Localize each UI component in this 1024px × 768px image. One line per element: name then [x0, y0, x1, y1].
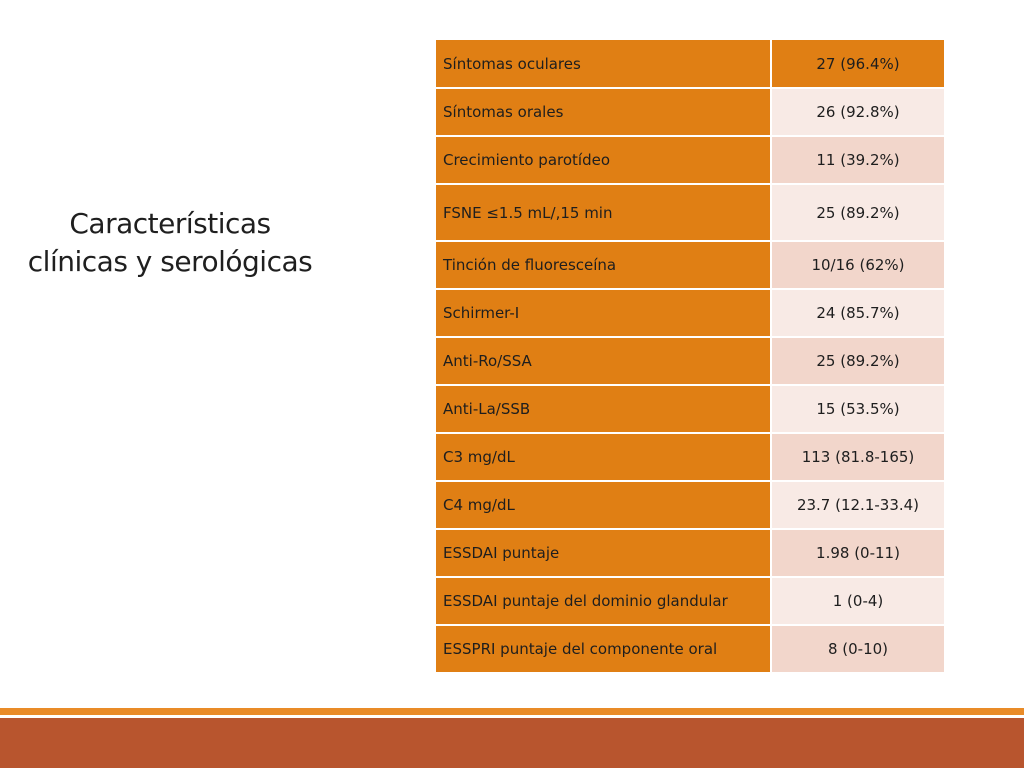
table-row: [436, 338, 944, 386]
row-value: 26 (92.8%): [772, 89, 944, 135]
slide-title-line-2: clínicas y serológicas: [27, 245, 313, 278]
row-value: 15 (53.5%): [772, 386, 944, 432]
row-value: 1.98 (0-11): [772, 530, 944, 576]
row-label: Síntomas orales: [436, 89, 772, 135]
slide-title-line-1: Características: [69, 207, 271, 240]
table-row: [436, 40, 944, 89]
footer-accent-line: [0, 708, 1024, 715]
row-label: ESSDAI puntaje del dominio glandular: [436, 578, 772, 624]
table-row: [436, 434, 944, 482]
table-row: [436, 482, 944, 530]
table-row: [436, 137, 944, 185]
table-row: [436, 89, 944, 137]
row-label: FSNE ≤1.5 mL/,15 min: [436, 185, 772, 240]
row-value: 23.7 (12.1-33.4): [772, 482, 944, 528]
row-label: C3 mg/dL: [436, 434, 772, 480]
table-row: [436, 290, 944, 338]
data-table: [436, 40, 944, 674]
row-value: 113 (81.8-165): [772, 434, 944, 480]
table-row: [436, 242, 944, 290]
row-value: 24 (85.7%): [772, 290, 944, 336]
row-label: Anti-La/SSB: [436, 386, 772, 432]
row-value: 25 (89.2%): [772, 338, 944, 384]
table-row: [436, 626, 944, 674]
row-value: 10/16 (62%): [772, 242, 944, 288]
row-value: 8 (0-10): [772, 626, 944, 672]
row-label: Crecimiento parotídeo: [436, 137, 772, 183]
row-label: C4 mg/dL: [436, 482, 772, 528]
row-label: ESSPRI puntaje del componente oral: [436, 626, 772, 672]
slide-title: [20, 205, 320, 281]
row-label: Tinción de fluoresceína: [436, 242, 772, 288]
row-value: 27 (96.4%): [772, 40, 944, 87]
footer-bar: [0, 718, 1024, 768]
row-value: 1 (0-4): [772, 578, 944, 624]
row-value: 11 (39.2%): [772, 137, 944, 183]
row-label: Schirmer-I: [436, 290, 772, 336]
table-row: [436, 185, 944, 242]
row-value: 25 (89.2%): [772, 185, 944, 240]
row-label: Anti-Ro/SSA: [436, 338, 772, 384]
table-row: [436, 386, 944, 434]
table-row: [436, 578, 944, 626]
row-label: Síntomas oculares: [436, 40, 772, 87]
row-label: ESSDAI puntaje: [436, 530, 772, 576]
table-row: [436, 530, 944, 578]
